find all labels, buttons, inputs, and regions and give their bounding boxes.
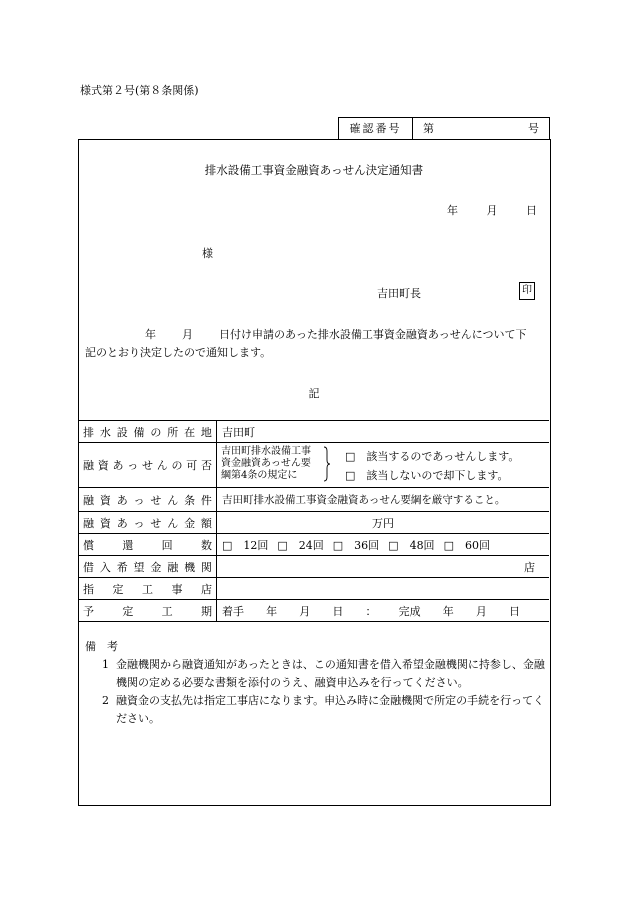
body-month: 月 [182, 328, 193, 341]
label-location: 排 水 設 備 の 所 在 地 [83, 425, 212, 439]
value-amount[interactable] [217, 512, 550, 534]
value-location: 吉田町 [217, 421, 550, 443]
confirmation-number-box [338, 117, 550, 139]
remarks-heading: 備 考 [85, 640, 118, 653]
value-contractor[interactable] [217, 578, 550, 600]
row-conditions [79, 488, 549, 512]
notice-body-line2: 記のとおり決定したので通知します。 [85, 346, 272, 359]
confirmation-number-label: 確認番号 [339, 118, 413, 140]
value-conditions: 吉田町排水設備工事資金融資あっせん要綱を厳守すること。 [217, 488, 550, 512]
brace-icon [323, 446, 331, 482]
notice-body [85, 326, 547, 362]
judgement-requirement: 吉田町排水設備工事 資金融資あっせん要 綱第4条の規定に [221, 446, 311, 481]
ki-heading: 記 [308, 387, 320, 400]
repayment-60[interactable]: □ 60回 [443, 538, 490, 552]
label-amount: 融 資 あ っ せ ん 金 額 [83, 516, 212, 530]
confirmation-number-suffix: 号 [528, 122, 539, 135]
label-bank: 借 入 希 望 金 融 機 関 [83, 560, 212, 574]
repayment-options [222, 537, 544, 553]
schedule-value: 着手 年 月 日 ： 完成 年 月 日 [222, 604, 520, 618]
row-schedule [79, 600, 549, 622]
row-repayment [79, 534, 549, 556]
notice-body-line1 [85, 326, 547, 344]
document-title: 排水設備工事資金融資あっせん決定通知書 [204, 163, 424, 177]
label-conditions: 融 資 あ っ せ ん 条 件 [83, 493, 212, 507]
confirmation-number-prefix: 第 [423, 122, 434, 135]
label-repayment: 償 還 回 数 [83, 538, 212, 552]
date-year-label: 年 [447, 204, 458, 217]
row-amount [79, 512, 549, 534]
issue-date [447, 202, 537, 218]
label-schedule: 予 定 工 期 [83, 604, 212, 618]
row-judgement [79, 443, 549, 488]
date-day-label: 日 [526, 204, 537, 217]
value-bank[interactable] [217, 556, 550, 578]
row-location [79, 421, 549, 443]
form-number: 様式第２号(第８条関係) [80, 84, 199, 97]
remark-item: 1 金融機関から融資通知があったときは、この通知書を借入希望金融機関に持参し、金融機関の定める必要な書類を添付のうえ、融資申込みを行ってください。 [102, 658, 545, 689]
notice-form [78, 139, 551, 806]
label-contractor: 指 定 工 事 店 [83, 582, 212, 596]
repayment-36[interactable]: □ 36回 [332, 538, 380, 552]
details-table [79, 420, 549, 622]
remark-item: 2 融資金の支払先は指定工事店になります。申込み時に金融機関で所定の手続を行ってください。 [102, 694, 545, 725]
row-contractor [79, 578, 549, 600]
seal-icon: 印 [519, 282, 535, 300]
option-approve[interactable]: □ 該当するのであっせんします。 [345, 450, 520, 463]
amount-unit: 万円 [372, 516, 394, 530]
repayment-48[interactable]: □ 48回 [388, 538, 435, 552]
mayor-name: 吉田町長 [377, 287, 421, 300]
date-month-label: 月 [486, 204, 498, 217]
label-judgement: 融 資 あ っ せ ん の 可 否 [83, 459, 212, 472]
body-year: 年 [145, 328, 156, 341]
repayment-24[interactable]: □ 24回 [277, 538, 324, 552]
addressee: 様 [202, 247, 213, 260]
body-line1-text: 日付け申請のあった排水設備工事資金融資あっせんについて下 [219, 328, 527, 341]
option-reject[interactable]: □ 該当しないので却下します。 [345, 469, 509, 482]
repayment-12[interactable]: □ 12回 [222, 538, 269, 552]
bank-suffix: 店 [524, 560, 535, 574]
remarks [85, 638, 547, 728]
row-bank [79, 556, 549, 578]
